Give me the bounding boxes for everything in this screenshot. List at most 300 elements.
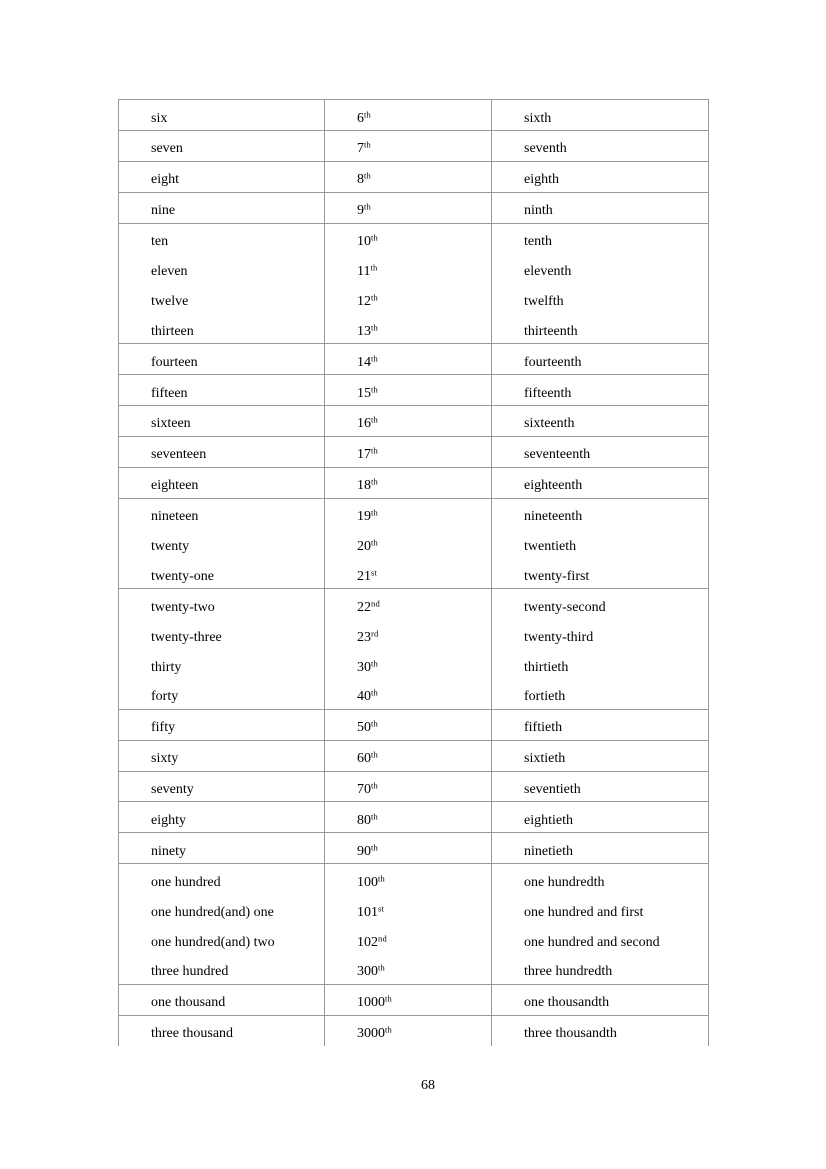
ordinal-suffix: st — [371, 567, 378, 578]
table-cell — [491, 833, 708, 863]
table-row-group — [119, 468, 708, 499]
ordinal-suffix: th — [370, 262, 378, 273]
table-line — [119, 924, 324, 954]
cardinal-text: one hundred(and) two — [151, 934, 275, 950]
ordinal-numeral: 11 — [357, 263, 371, 279]
ordinal-numeral-wrap — [357, 416, 378, 431]
cardinal-text: eight — [151, 172, 179, 188]
table-cell — [119, 802, 324, 832]
table-line — [119, 253, 324, 283]
ordinal-suffix: th — [371, 476, 379, 487]
table-cell — [119, 162, 324, 192]
cardinal-text: seven — [151, 141, 183, 157]
ordinal-word: ninetieth — [524, 843, 573, 859]
table-cell — [324, 131, 491, 161]
table-line — [325, 833, 491, 863]
table-line — [492, 954, 708, 984]
table-row-group — [119, 406, 708, 437]
ordinal-suffix: th — [385, 1024, 393, 1035]
ordinal-suffix: th — [371, 292, 379, 303]
ordinal-word: fortieth — [524, 689, 566, 705]
table-line — [325, 283, 491, 313]
table-cell — [491, 100, 708, 130]
table-line — [119, 710, 324, 740]
table-cell — [324, 985, 491, 1015]
table-line — [492, 100, 708, 130]
table-cell — [324, 589, 491, 709]
ordinal-numeral-wrap — [357, 386, 378, 401]
ordinal-numeral-wrap — [357, 689, 378, 704]
table-cell — [491, 224, 708, 344]
table-line — [325, 864, 491, 894]
table-cell — [119, 589, 324, 709]
table-row-group — [119, 224, 708, 345]
ordinal-numeral: 8 — [357, 172, 364, 188]
ordinal-word: three hundredth — [524, 964, 613, 980]
ordinal-word: one hundredth — [524, 874, 605, 890]
table-line — [119, 864, 324, 894]
ordinal-word: eightieth — [524, 812, 573, 828]
ordinal-word: thirtieth — [524, 659, 569, 675]
table-line — [325, 406, 491, 436]
table-row-group — [119, 772, 708, 803]
table-line — [325, 1016, 491, 1046]
table-row-group — [119, 710, 708, 741]
cardinal-text: three thousand — [151, 1026, 234, 1042]
table-row-group — [119, 162, 708, 193]
table-cell — [324, 499, 491, 589]
ordinal-word: seventeenth — [524, 447, 591, 463]
ordinal-numeral: 17 — [357, 447, 371, 463]
table-cell — [119, 224, 324, 344]
table-row-group — [119, 100, 708, 131]
table-line — [492, 468, 708, 498]
table-cell — [324, 375, 491, 405]
ordinal-numeral: 40 — [357, 689, 371, 705]
table-line — [119, 406, 324, 436]
ordinal-numeral: 101 — [357, 904, 378, 920]
cardinal-text: thirty — [151, 659, 182, 675]
ordinal-numeral: 50 — [357, 720, 371, 736]
ordinal-numeral-wrap — [357, 355, 378, 370]
table-line — [119, 131, 324, 161]
ordinal-numeral-wrap — [357, 782, 378, 797]
table-line — [119, 649, 324, 679]
table-cell — [119, 499, 324, 589]
ordinal-numeral: 9 — [357, 203, 364, 219]
table-cell — [119, 741, 324, 771]
ordinal-suffix: th — [371, 415, 379, 426]
table-line — [119, 679, 324, 709]
table-line — [325, 772, 491, 802]
table-cell — [119, 985, 324, 1015]
table-cell — [491, 772, 708, 802]
table-line — [492, 193, 708, 223]
table-line — [119, 344, 324, 374]
table-line — [119, 985, 324, 1015]
table-line — [119, 558, 324, 588]
ordinal-word: twenty-third — [524, 629, 594, 645]
ordinal-word: sixteenth — [524, 416, 575, 432]
ordinal-numeral: 60 — [357, 751, 371, 767]
table-row-group — [119, 833, 708, 864]
ordinal-suffix: th — [371, 537, 379, 548]
table-row-group — [119, 589, 708, 710]
table-cell — [491, 985, 708, 1015]
table-cell — [119, 468, 324, 498]
table-line — [492, 253, 708, 283]
page-number: 68 — [421, 1078, 435, 1093]
cardinal-text: sixty — [151, 751, 179, 767]
ordinal-numeral-wrap — [357, 844, 378, 859]
ordinal-numeral-wrap — [357, 1026, 392, 1041]
ordinal-word: thirteenth — [524, 323, 578, 339]
table-line — [325, 710, 491, 740]
ordinal-numeral-wrap — [357, 294, 378, 309]
table-cell — [324, 224, 491, 344]
ordinal-suffix: th — [371, 688, 379, 699]
ordinal-numeral-wrap — [357, 813, 378, 828]
table-line — [492, 864, 708, 894]
cardinal-text: twelve — [151, 293, 189, 309]
table-line — [325, 528, 491, 558]
ordinal-numeral-wrap — [357, 141, 371, 156]
table-cell — [491, 802, 708, 832]
table-cell — [119, 375, 324, 405]
table-line — [119, 772, 324, 802]
table-line — [492, 344, 708, 374]
table-line — [325, 193, 491, 223]
table-line — [119, 619, 324, 649]
table-line — [119, 224, 324, 254]
ordinal-numeral: 10 — [357, 234, 371, 250]
table-line — [325, 589, 491, 619]
cardinal-text: fifty — [151, 720, 176, 736]
table-cell — [119, 710, 324, 740]
table-line — [492, 437, 708, 467]
table-row-group — [119, 802, 708, 833]
ordinal-suffix: th — [364, 170, 372, 181]
table-row-group — [119, 864, 708, 985]
ordinal-numeral: 18 — [357, 478, 371, 494]
ordinal-word: fifteenth — [524, 385, 572, 401]
table-cell — [119, 437, 324, 467]
table-line — [325, 954, 491, 984]
table-line — [119, 1016, 324, 1046]
ordinal-numeral: 15 — [357, 385, 371, 401]
ordinal-numeral-wrap — [357, 569, 377, 584]
table-cell — [324, 344, 491, 374]
table-cell — [324, 406, 491, 436]
ordinal-word: eighth — [524, 172, 559, 188]
ordinal-numeral: 14 — [357, 354, 371, 370]
table-line — [492, 375, 708, 405]
table-cell — [491, 162, 708, 192]
table-row-group — [119, 375, 708, 406]
table-row-group — [119, 741, 708, 772]
table-line — [119, 100, 324, 130]
ordinal-word: seventh — [524, 141, 567, 157]
ordinal-suffix: th — [364, 109, 372, 120]
table-cell — [324, 772, 491, 802]
ordinal-numeral: 22 — [357, 599, 371, 615]
ordinal-word: fourteenth — [524, 354, 582, 370]
cardinal-text: three hundred — [151, 964, 229, 980]
ordinal-suffix: th — [378, 963, 386, 974]
ordinal-word: sixtieth — [524, 751, 566, 767]
table-cell — [491, 406, 708, 436]
ordinal-numeral: 23 — [357, 629, 371, 645]
table-line — [119, 375, 324, 405]
ordinal-numeral-wrap — [357, 660, 378, 675]
table-line — [492, 679, 708, 709]
ordinal-suffix: rd — [371, 628, 379, 639]
table-line — [492, 224, 708, 254]
table-line — [492, 710, 708, 740]
table-line — [325, 100, 491, 130]
ordinal-numeral-wrap — [357, 539, 378, 554]
ordinal-word: eleventh — [524, 263, 572, 279]
table-cell — [491, 864, 708, 984]
table-line — [492, 802, 708, 832]
cardinal-text: twenty-two — [151, 599, 215, 615]
table-line — [119, 162, 324, 192]
table-cell — [491, 589, 708, 709]
table-cell — [491, 499, 708, 589]
table-cell — [119, 131, 324, 161]
table-cell — [324, 162, 491, 192]
table-cell — [491, 344, 708, 374]
table-line — [492, 499, 708, 529]
cardinal-text: one hundred(and) one — [151, 904, 274, 920]
table-line — [325, 741, 491, 771]
cardinal-text: eighty — [151, 812, 186, 828]
table-line — [492, 833, 708, 863]
ordinal-numeral-wrap — [357, 447, 378, 462]
table-line — [119, 954, 324, 984]
cardinal-text: eleven — [151, 263, 188, 279]
ordinal-numeral-wrap — [357, 203, 371, 218]
table-cell — [491, 710, 708, 740]
cardinal-text: twenty-three — [151, 629, 222, 645]
ordinal-numeral-wrap — [357, 172, 371, 187]
ordinal-numeral-wrap — [357, 875, 385, 890]
ordinal-suffix: th — [371, 719, 379, 730]
ordinal-numeral: 80 — [357, 812, 371, 828]
cardinal-text: one hundred — [151, 874, 221, 890]
table-cell — [491, 741, 708, 771]
table-cell — [324, 437, 491, 467]
table-cell — [491, 1016, 708, 1046]
ordinal-numeral-wrap — [357, 478, 378, 493]
ordinal-numeral-wrap — [357, 509, 378, 524]
table-cell — [324, 802, 491, 832]
cardinal-text: twenty — [151, 538, 190, 554]
cardinal-text: fifteen — [151, 385, 188, 401]
ordinal-suffix: th — [364, 201, 372, 212]
table-cell — [491, 375, 708, 405]
ordinal-suffix: th — [371, 658, 379, 669]
ordinal-numeral-wrap — [357, 935, 387, 950]
cardinal-text: sixteen — [151, 416, 191, 432]
ordinal-numeral: 3000 — [357, 1026, 385, 1042]
table-cell — [119, 100, 324, 130]
table-cell — [119, 772, 324, 802]
ordinal-numeral: 30 — [357, 659, 371, 675]
ordinal-numeral: 12 — [357, 293, 371, 309]
ordinal-word: twenty-second — [524, 599, 606, 615]
table-row-group — [119, 344, 708, 375]
table-cell — [324, 193, 491, 223]
table-line — [492, 406, 708, 436]
table-line — [492, 589, 708, 619]
table-line — [119, 283, 324, 313]
ordinal-suffix: th — [371, 842, 379, 853]
table-line — [119, 589, 324, 619]
table-line — [119, 833, 324, 863]
table-line — [325, 985, 491, 1015]
table-line — [492, 619, 708, 649]
table-row-group — [119, 499, 708, 590]
table-line — [325, 224, 491, 254]
ordinal-word: one hundred and first — [524, 904, 644, 920]
cardinal-text: fourteen — [151, 354, 198, 370]
table-line — [325, 253, 491, 283]
table-line — [492, 162, 708, 192]
ordinal-numeral: 102 — [357, 934, 378, 950]
table-line — [492, 283, 708, 313]
ordinal-numeral-wrap — [357, 995, 392, 1010]
cardinal-text: nineteen — [151, 509, 199, 525]
cardinal-text: twenty-one — [151, 568, 214, 584]
table-line — [119, 499, 324, 529]
table-line — [492, 528, 708, 558]
ordinal-suffix: nd — [378, 933, 387, 944]
table-row-group — [119, 193, 708, 224]
cardinal-text: six — [151, 110, 168, 126]
table-line — [492, 985, 708, 1015]
table-line — [492, 741, 708, 771]
ordinal-numeral-wrap — [357, 751, 378, 766]
table-line — [492, 131, 708, 161]
table-line — [119, 528, 324, 558]
table-row-group — [119, 131, 708, 162]
table-line — [325, 802, 491, 832]
ordinal-suffix: nd — [371, 598, 380, 609]
table-line — [492, 313, 708, 343]
table-cell — [491, 131, 708, 161]
table-line — [325, 499, 491, 529]
table-cell — [491, 437, 708, 467]
ordinal-numeral: 21 — [357, 568, 371, 584]
table-cell — [119, 864, 324, 984]
ordinal-suffix: th — [371, 811, 379, 822]
table-cell — [491, 193, 708, 223]
ordinal-suffix: th — [371, 232, 379, 243]
table-line — [325, 344, 491, 374]
table-line — [119, 437, 324, 467]
table-line — [119, 894, 324, 924]
table-line — [325, 375, 491, 405]
table-line — [492, 894, 708, 924]
table-row-group — [119, 985, 708, 1016]
table-cell — [119, 1016, 324, 1046]
table-line — [325, 679, 491, 709]
cardinal-text: nine — [151, 203, 176, 219]
ordinal-suffix: th — [371, 322, 379, 333]
table-line — [325, 468, 491, 498]
ordinal-suffix: th — [385, 994, 393, 1005]
ordinal-numeral-wrap — [357, 234, 378, 249]
table-line — [119, 193, 324, 223]
table-line — [325, 894, 491, 924]
ordinal-suffix: st — [378, 903, 385, 914]
ordinal-word: twelfth — [524, 293, 564, 309]
table-cell — [119, 833, 324, 863]
table-line — [119, 802, 324, 832]
table-line — [325, 558, 491, 588]
ordinal-numeral-wrap — [357, 720, 378, 735]
ordinal-numeral-wrap — [357, 964, 385, 979]
ordinal-suffix: th — [371, 749, 379, 760]
ordinal-suffix: th — [371, 353, 379, 364]
cardinal-text: one thousand — [151, 995, 226, 1011]
table-cell — [324, 1016, 491, 1046]
cardinal-text: ten — [151, 234, 169, 250]
ordinal-numeral: 300 — [357, 964, 378, 980]
table-line — [325, 437, 491, 467]
ordinal-suffix: th — [371, 446, 379, 456]
cardinal-text: seventy — [151, 782, 194, 798]
table-line — [325, 924, 491, 954]
ordinal-word: ninth — [524, 203, 553, 219]
table-line — [325, 131, 491, 161]
table-line — [492, 558, 708, 588]
ordinal-numeral: 1000 — [357, 995, 385, 1011]
ordinal-numeral-wrap — [357, 600, 380, 615]
table-line — [492, 772, 708, 802]
table-line — [119, 741, 324, 771]
ordinal-numeral: 100 — [357, 874, 378, 890]
table-cell — [119, 406, 324, 436]
ordinal-word: three thousandth — [524, 1026, 617, 1042]
table-row-group — [119, 1016, 708, 1046]
table-line — [492, 1016, 708, 1046]
table-line — [325, 649, 491, 679]
ordinal-suffix: th — [371, 384, 379, 395]
ordinal-suffix: th — [371, 780, 379, 791]
table-cell — [324, 100, 491, 130]
table-cell — [119, 344, 324, 374]
ordinal-numeral: 70 — [357, 782, 371, 798]
ordinal-numeral: 20 — [357, 538, 371, 554]
table-line — [325, 313, 491, 343]
table-cell — [491, 468, 708, 498]
ordinal-numeral-wrap — [357, 111, 371, 126]
ordinal-suffix: th — [378, 873, 386, 884]
ordinal-numeral-wrap — [357, 264, 378, 279]
table-line — [325, 162, 491, 192]
ordinal-numeral: 6 — [357, 110, 364, 126]
ordinal-word: twenty-first — [524, 568, 590, 584]
cardinal-text: forty — [151, 689, 179, 705]
table-cell — [324, 710, 491, 740]
ordinal-word: nineteenth — [524, 509, 583, 525]
ordinals-table — [118, 99, 709, 1046]
ordinal-numeral: 19 — [357, 509, 371, 525]
table-line — [325, 619, 491, 649]
table-line — [492, 649, 708, 679]
